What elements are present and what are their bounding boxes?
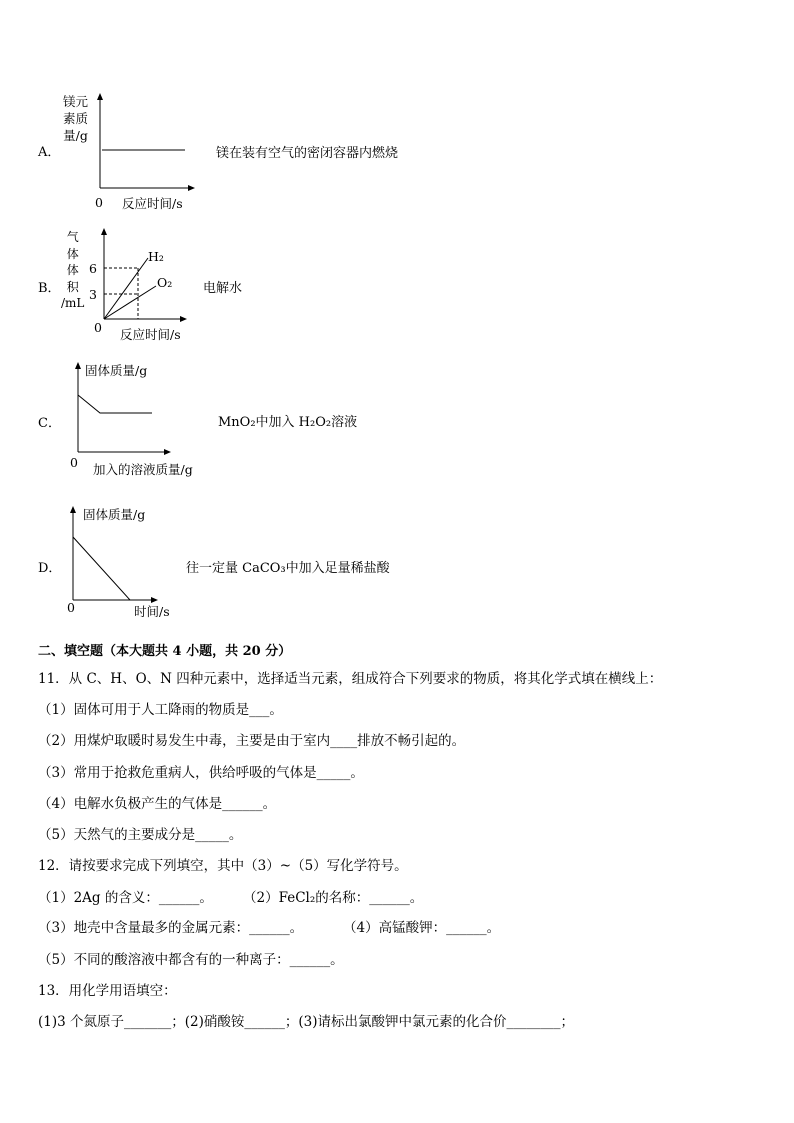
arrow-up-icon: [70, 506, 76, 513]
option-b-letter: B．: [38, 281, 61, 296]
option-c-letter: C．: [38, 416, 61, 431]
option-b-description: 电解水: [203, 281, 243, 296]
question-12-item: （3）地壳中含量最多的金属元素：______。: [38, 920, 304, 936]
question-11-stem: 11．从 C、H、O、N 四种元素中，选择适当元素，组成符合下列要求的物质，将其化学式填在横线上：: [38, 671, 663, 687]
option-a-xlabel: 反应时间/s: [122, 196, 183, 211]
option-a-letter: A．: [38, 145, 61, 160]
option-a-ylabel-line: 素质: [63, 111, 89, 126]
question-11-item: （4）电解水负极产生的气体是______。: [38, 796, 277, 812]
option-b-o2-label: O₂: [157, 275, 173, 290]
question-12-stem: 12．请按要求完成下列填空，其中（3）~（5）写化学符号。: [38, 858, 408, 874]
option-c-ylabel: 固体质量/g: [85, 363, 148, 378]
option-a-ylabel-line: 镁元: [63, 94, 89, 109]
option-d-description: 往一定量 CaCO₃中加入足量稀盐酸: [186, 561, 390, 576]
option-b-ylabel-line: 积: [66, 279, 79, 294]
option-b-tick-6: 6: [89, 261, 97, 276]
question-11-item: （5）天然气的主要成分是_____。: [38, 827, 243, 843]
option-b-tick-3: 3: [89, 287, 97, 302]
option-b-ylabel-line: 体: [66, 246, 79, 261]
option-b-xlabel: 反应时间/s: [120, 327, 181, 342]
option-d-xlabel: 时间/s: [134, 604, 170, 619]
question-11-item: （3）常用于抢救危重病人，供给呼吸的气体是_____。: [38, 765, 364, 781]
question-12-item: （5）不同的酸溶液中都含有的一种离子：______。: [38, 952, 344, 968]
question-11-item: （2）用煤炉取暖时易发生中毒，主要是由于室内____排放不畅引起的。: [38, 733, 466, 749]
question-11-item: （1）固体可用于人工降雨的物质是___。: [38, 702, 283, 718]
question-12-item: （4）高锰酸钾：______。: [343, 920, 501, 936]
question-13-line: (1)3 个氮原子_______；(2)硝酸铵______；(3)请标出氯酸钾中氯元素的化合价________；: [38, 1014, 574, 1030]
section-heading: 二、填空题（本大题共 4 小题，共 20 分）: [38, 644, 292, 659]
option-d-letter: D．: [38, 561, 62, 576]
option-b-ylabel-line: /mL: [61, 296, 85, 310]
question-12-item: （1）2Ag 的含义：______。: [38, 890, 213, 906]
option-b-h2-label: H₂: [148, 249, 164, 264]
option-c-xlabel: 加入的溶液质量/g: [93, 462, 193, 477]
option-a-ylabel-line: 量/g: [63, 128, 88, 143]
option-b-ylabel-line: 体: [66, 263, 79, 277]
option-d-origin: 0: [67, 600, 75, 615]
option-d-curve: [73, 537, 130, 600]
question-13-stem: 13．用化学用语填空：: [38, 983, 177, 999]
option-b-ylabel-line: 气: [66, 230, 79, 244]
option-c-description: MnO₂中加入 H₂O₂溶液: [218, 415, 358, 430]
option-a-origin: 0: [95, 195, 103, 210]
option-d-ylabel: 固体质量/g: [83, 507, 146, 522]
question-12-item: （2）FeCl₂的名称：______。: [243, 890, 424, 906]
option-b-origin: 0: [94, 320, 102, 335]
option-a-description: 镁在装有空气的密闭容器内燃烧: [216, 146, 399, 161]
option-c-origin: 0: [70, 455, 78, 470]
